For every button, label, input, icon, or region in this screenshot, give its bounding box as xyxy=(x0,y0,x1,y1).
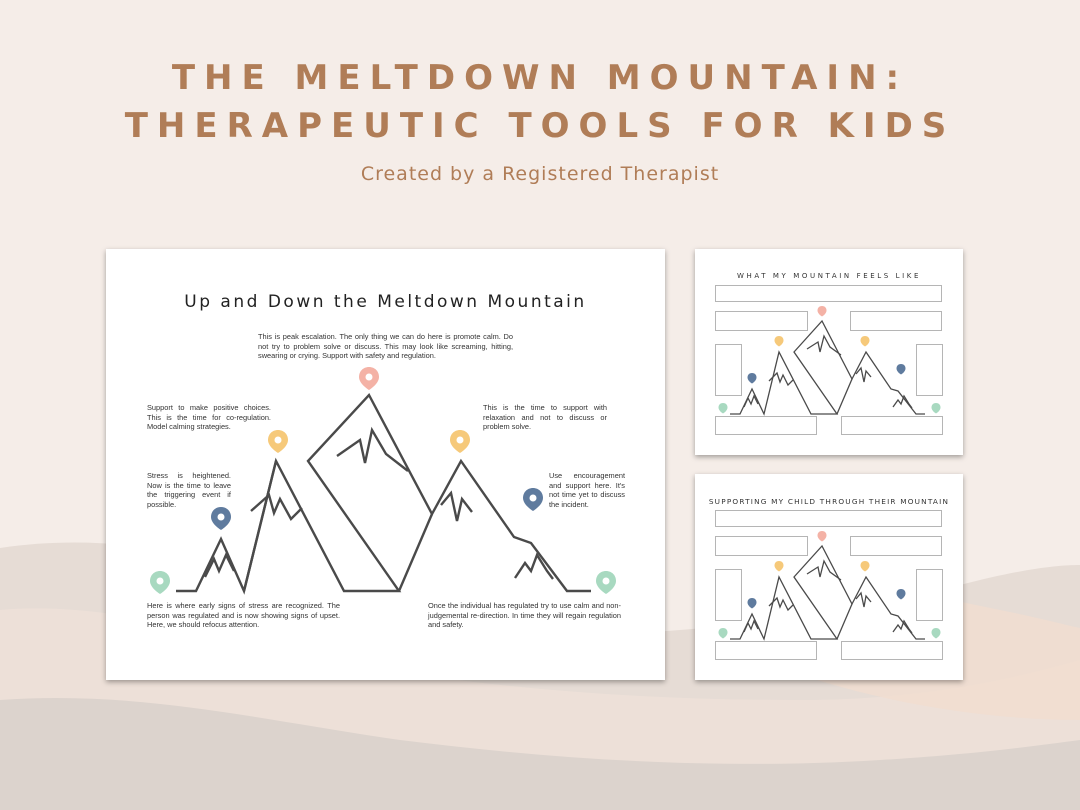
note-stress-heightened: Stress is heightened. Now is the time to leave the triggering event if possible. xyxy=(147,471,231,509)
location-pin-icon xyxy=(748,598,757,609)
location-pin-icon xyxy=(268,430,288,453)
location-pin-icon xyxy=(897,364,906,375)
note-early-signs: Here is where early signs of stress are recognized. The person was regulated and is now showing signs of upset. Here, we should refocus attention. xyxy=(147,601,340,630)
location-pin-icon xyxy=(932,403,941,414)
location-pin-icon xyxy=(359,367,379,390)
mountain-icon xyxy=(730,546,925,639)
note-peak-escalation: This is peak escalation. The only thing we can do here is promote calm. Do not try to problem solve or discuss. This may look like screaming, hitting, swearing or crying. Support with safety and regulation. xyxy=(258,332,513,361)
location-pin-icon xyxy=(719,628,728,639)
mountain-diagram xyxy=(106,249,665,680)
location-pin-icon xyxy=(523,488,543,511)
note-relaxation: This is the time to support with relaxation and not to discuss or problem solve. xyxy=(483,403,607,432)
worksheet-feels-like xyxy=(695,249,963,455)
mini-mountain-diagram xyxy=(695,249,963,455)
mountain-icon xyxy=(730,321,925,414)
page-title-line-2: THERAPEUTIC TOOLS FOR KIDS xyxy=(124,106,956,146)
location-pin-icon xyxy=(775,561,784,572)
location-pin-icon xyxy=(150,571,170,594)
location-pin-icon xyxy=(719,403,728,414)
location-pin-icon xyxy=(775,336,784,347)
sheet-heading: Up and Down the Meltdown Mountain xyxy=(184,292,587,312)
location-pin-icon xyxy=(211,507,231,530)
location-pin-icon xyxy=(861,561,870,572)
note-encouragement: Use encouragement and support here. It's not time yet to discuss the incident. xyxy=(549,471,625,509)
meltdown-mountain-sheet xyxy=(106,249,665,680)
location-pin-icon xyxy=(818,531,827,542)
page-title-line-1: THE MELTDOWN MOUNTAIN: xyxy=(171,58,909,98)
location-pin-icon xyxy=(818,306,827,317)
worksheet-heading: SUPPORTING MY CHILD THROUGH THEIR MOUNTAIN xyxy=(708,497,950,506)
location-pin-icon xyxy=(932,628,941,639)
mini-mountain-diagram xyxy=(695,474,963,680)
worksheet-heading: WHAT MY MOUNTAIN FEELS LIKE xyxy=(736,272,922,280)
location-pin-icon xyxy=(748,373,757,384)
note-regulated: Once the individual has regulated try to use calm and non-judgemental re-direction. In time they will regain regulation and safety. xyxy=(428,601,621,630)
location-pin-icon xyxy=(596,571,616,594)
location-pin-icon xyxy=(450,430,470,453)
worksheet-supporting-child xyxy=(695,474,963,680)
page-subtitle: Created by a Registered Therapist xyxy=(360,163,720,185)
location-pin-icon xyxy=(861,336,870,347)
note-positive-choices: Support to make positive choices. This is the time for co-regulation. Model calming strategies. xyxy=(147,403,271,432)
location-pin-icon xyxy=(897,589,906,600)
